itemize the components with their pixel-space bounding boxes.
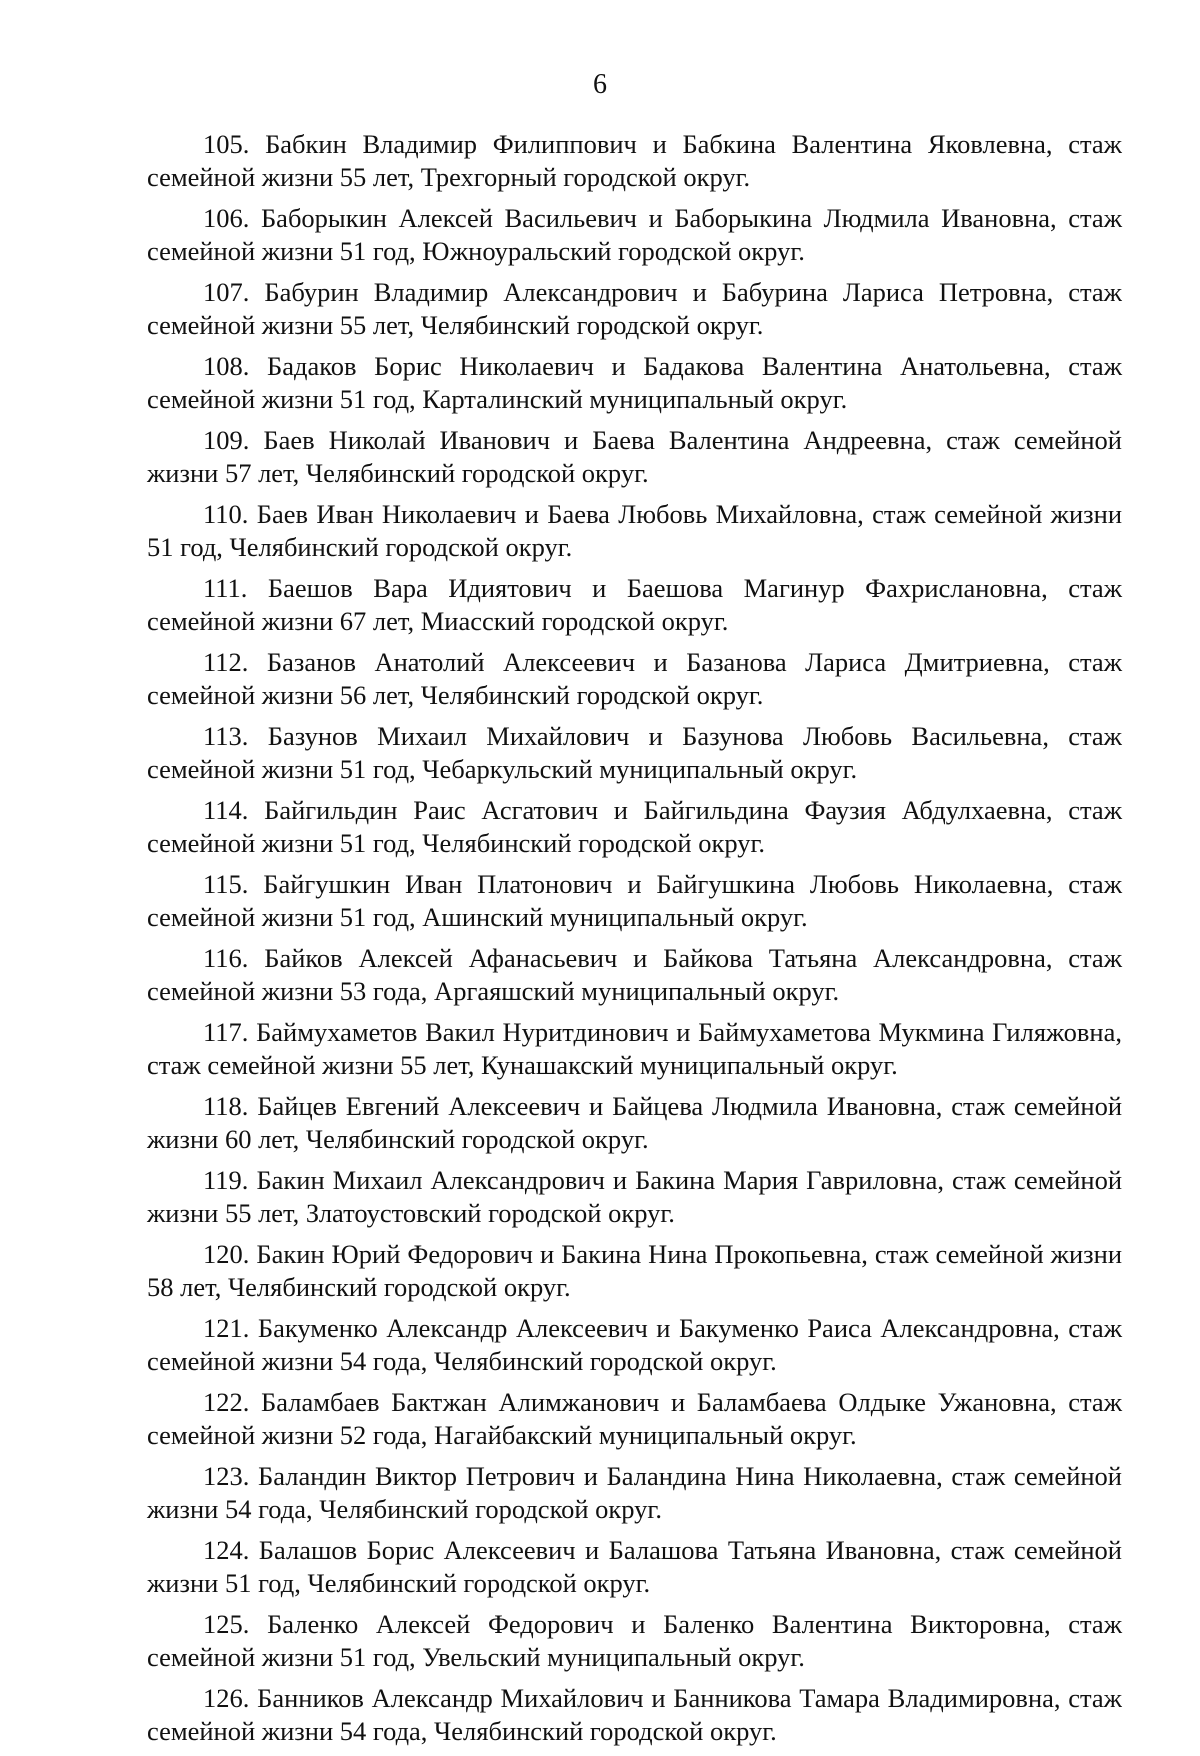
entry-text: Баламбаев Бактжан Алимжанович и Баламбаева Олдыке Ужановна, стаж семейной жизни 52 года, Нагайбакский муниципальный округ. [147,1387,1123,1450]
entry-text: Бакин Юрий Федорович и Бакина Нина Прокопьевна, стаж семейной жизни 58 лет, Челябинский городской округ. [147,1239,1123,1302]
entry-number: 105. [203,129,250,159]
list-item [147,1682,1122,1747]
list-item [147,794,1122,859]
entry-text: Базунов Михаил Михайлович и Базунова Любовь Васильевна, стаж семейной жизни 51 год, Чебаркульский муниципальный округ. [147,721,1122,784]
entry-text: Байгушкин Иван Платонович и Байгушкина Любовь Николаевна, стаж семейной жизни 51 год, Ашинский муниципальный округ. [147,869,1123,932]
entry-text: Баландин Виктор Петрович и Баландина Нина Николаевна, стаж семейной жизни 54 года, Челябинский городской округ. [147,1461,1122,1524]
list-item [147,498,1122,563]
list-item [147,1460,1122,1525]
list-item [147,276,1122,341]
entry-text: Бакуменко Александр Алексеевич и Бакуменко Раиса Александровна, стаж семейной жизни 54 года, Челябинский городской округ. [147,1313,1122,1376]
list-item [147,1238,1122,1303]
list-item [147,1386,1122,1451]
entry-number: 106. [203,203,250,233]
entry-number: 123. [203,1461,250,1491]
list-item [147,942,1122,1007]
list-item [147,1016,1122,1081]
entry-text: Базанов Анатолий Алексеевич и Базанова Лариса Дмитриевна, стаж семейной жизни 56 лет, Челябинский городской округ. [147,647,1123,710]
entry-text: Баев Николай Иванович и Баева Валентина Андреевна, стаж семейной жизни 57 лет, Челябинский городской округ. [147,425,1122,488]
entry-number: 118. [203,1091,249,1121]
entry-text: Бабурин Владимир Александрович и Бабурина Лариса Петровна, стаж семейной жизни 55 лет, Челябинский городской округ. [147,277,1122,340]
entry-number: 112. [203,647,249,677]
entry-text: Бабкин Владимир Филиппович и Бабкина Валентина Яковлевна, стаж семейной жизни 55 лет, Трехгорный городской округ. [147,129,1122,192]
entry-number: 109. [203,425,250,455]
entry-text: Бакин Михаил Александрович и Бакина Мария Гавриловна, стаж семейной жизни 55 лет, Златоустовский городской округ. [147,1165,1123,1228]
entry-text: Баборыкин Алексей Васильевич и Баборыкина Людмила Ивановна, стаж семейной жизни 51 год, Южноуральский городской округ. [147,203,1123,266]
entry-number: 126. [203,1683,250,1713]
list-item [147,1534,1122,1599]
list-item [147,1090,1122,1155]
entry-text: Баленко Алексей Федорович и Баленко Валентина Викторовна, стаж семейной жизни 51 год, Увельский муниципальный округ. [147,1609,1123,1672]
entry-text: Баймухаметов Вакил Нуритдинович и Баймухаметова Мукмина Гиляжовна, стаж семейной жизни 55 лет, Кунашакский муниципальный округ. [147,1017,1122,1080]
entry-text: Баешов Вара Идиятович и Баешова Магинур Фахрислановна, стаж семейной жизни 67 лет, Миасский городской округ. [147,573,1123,636]
entry-number: 113. [203,721,249,751]
list-item [147,1312,1122,1377]
entry-text: Балашов Борис Алексеевич и Балашова Татьяна Ивановна, стаж семейной жизни 51 год, Челябинский городской округ. [147,1535,1122,1598]
entry-text: Банников Александр Михайлович и Банникова Тамара Владимировна, стаж семейной жизни 54 года, Челябинский городской округ. [147,1683,1122,1746]
list-item [147,1164,1122,1229]
entry-number: 122. [203,1387,250,1417]
entry-number: 116. [203,943,249,973]
list-item [147,868,1122,933]
entry-number: 117. [203,1017,249,1047]
entry-text: Байгильдин Раис Асгатович и Байгильдина Фаузия Абдулхаевна, стаж семейной жизни 51 год, Челябинский городской округ. [147,795,1123,858]
entry-number: 121. [203,1313,250,1343]
entry-number: 110. [203,499,249,529]
list-item [147,646,1122,711]
entry-number: 114. [203,795,249,825]
entry-list [147,128,1122,1756]
entry-number: 111. [203,573,248,603]
list-item [147,720,1122,785]
entry-text: Байков Алексей Афанасьевич и Байкова Татьяна Александровна, стаж семейной жизни 53 года, Аргаяшский муниципальный округ. [147,943,1123,1006]
entry-text: Баев Иван Николаевич и Баева Любовь Михайловна, стаж семейной жизни 51 год, Челябинский городской округ. [147,499,1123,562]
entry-number: 120. [203,1239,250,1269]
list-item [147,128,1122,193]
list-item [147,572,1122,637]
entry-number: 115. [203,869,249,899]
entry-text: Байцев Евгений Алексеевич и Байцева Людмила Ивановна, стаж семейной жизни 60 лет, Челябинский городской округ. [147,1091,1123,1154]
entry-number: 125. [203,1609,250,1639]
entry-number: 107. [203,277,250,307]
list-item [147,202,1122,267]
list-item [147,350,1122,415]
list-item [147,1608,1122,1673]
entry-number: 119. [203,1165,249,1195]
entry-text: Бадаков Борис Николаевич и Бадакова Валентина Анатольевна, стаж семейной жизни 51 год, Карталинский муниципальный округ. [147,351,1123,414]
page-number: 6 [593,69,607,100]
list-item [147,424,1122,489]
entry-number: 124. [203,1535,250,1565]
entry-number: 108. [203,351,250,381]
